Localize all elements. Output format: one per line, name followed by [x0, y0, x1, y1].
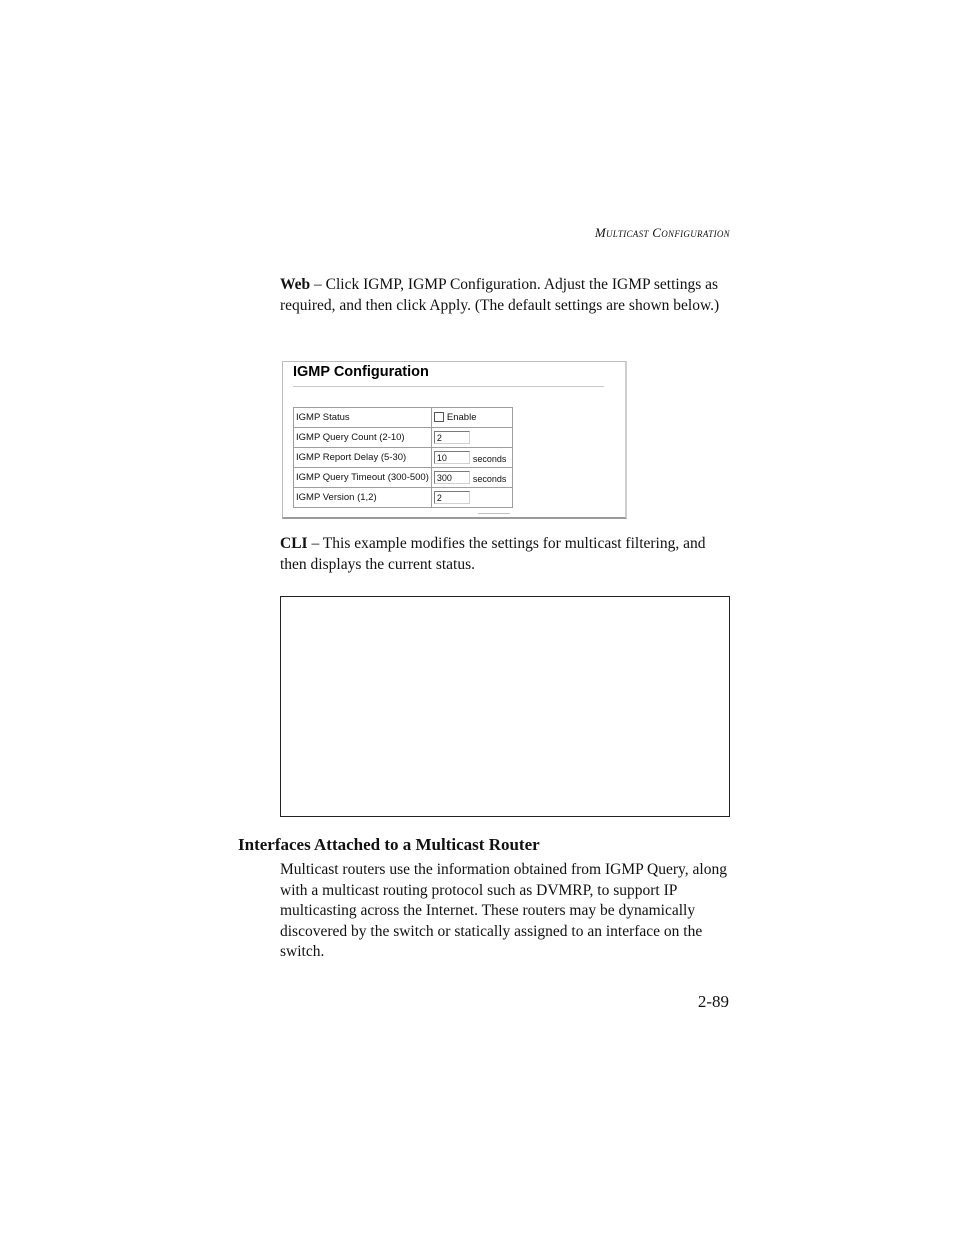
igmp-version-label: IGMP Version (1,2)	[294, 488, 432, 508]
section-body: Multicast routers use the information obtained from IGMP Query, along with a multicast routing protocol such as DVMRP, to support IP multicasting across the Internet. These routers may be dynamically discovered by the switch or statically assigned to an interface on the switch.	[280, 861, 727, 960]
cli-lead: CLI	[280, 535, 308, 552]
report-delay-label: IGMP Report Delay (5-30)	[294, 448, 432, 468]
igmp-status-cell	[431, 408, 512, 428]
query-timeout-cell	[431, 468, 512, 488]
query-count-input[interactable]: 2	[434, 431, 470, 444]
report-delay-unit: seconds	[472, 454, 507, 464]
web-instruction	[280, 275, 730, 316]
query-timeout-label: IGMP Query Timeout (300-500)	[294, 468, 432, 488]
igmp-status-label: IGMP Status	[294, 408, 432, 428]
report-delay-cell	[431, 448, 512, 468]
panel-title: IGMP Configuration	[293, 364, 429, 380]
report-delay-input[interactable]: 10	[434, 451, 470, 464]
query-timeout-unit: seconds	[472, 474, 507, 484]
running-head: Multicast Configuration	[594, 225, 730, 240]
web-lead: Web	[280, 276, 311, 293]
cli-instruction	[280, 534, 730, 575]
igmp-settings-table	[293, 407, 513, 508]
web-instruction-text: – Click IGMP, IGMP Configuration. Adjust the IGMP settings as required, and then click Apply. (The default settings are shown below.)	[280, 276, 720, 314]
section-heading: Interfaces Attached to a Multicast Router	[238, 835, 540, 854]
cli-instruction-text: – This example modifies the settings for multicast filtering, and then displays the current status.	[280, 535, 706, 573]
table-row	[294, 488, 513, 508]
query-count-label: IGMP Query Count (2-10)	[294, 428, 432, 448]
panel-divider	[293, 386, 604, 387]
igmp-version-cell	[431, 488, 512, 508]
igmp-status-checkbox[interactable]	[434, 412, 444, 422]
query-count-cell	[431, 428, 512, 448]
enable-label: Enable	[446, 412, 477, 423]
cli-example-box	[280, 596, 730, 817]
table-row	[294, 408, 513, 428]
igmp-version-input[interactable]: 2	[434, 491, 470, 504]
table-row	[294, 448, 513, 468]
igmp-configuration-panel	[282, 361, 627, 519]
page-number: 2-89	[697, 992, 729, 1011]
table-row	[294, 468, 513, 488]
apply-button-edge	[478, 513, 510, 518]
query-timeout-input[interactable]: 300	[434, 471, 470, 484]
table-row	[294, 428, 513, 448]
